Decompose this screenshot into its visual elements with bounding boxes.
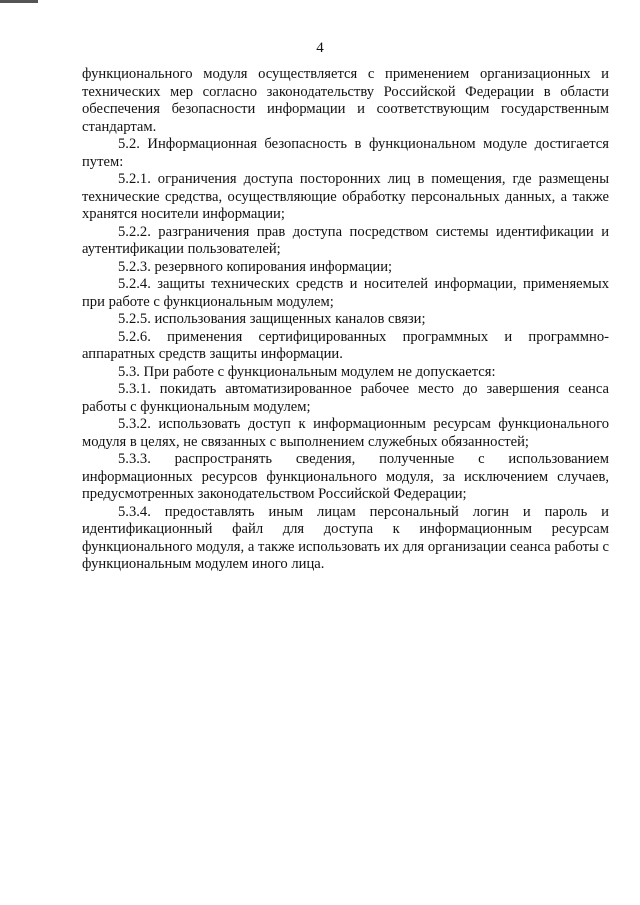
scan-corner-mark	[0, 0, 38, 3]
paragraph-5-3-1: 5.3.1. покидать автоматизированное рабочее место до завершения сеанса работы с функциональным модулем;	[82, 381, 609, 415]
paragraph-5-3-2: 5.3.2. использовать доступ к информационным ресурсам функционального модуля в целях, не связанных с выполнением служебных обязанностей;	[82, 416, 609, 450]
paragraph-5-2-2: 5.2.2. разграничения прав доступа посредством системы идентификации и аутентификации пользователей;	[82, 223, 609, 257]
paragraph-5-3-3: 5.3.3. распространять сведения, полученные с использованием информационных ресурсов функционального модуля, за исключением случаев, предусмотренных законодательством Российской Федерации;	[82, 451, 609, 502]
paragraph-5-3-4: 5.3.4. предоставлять иным лицам персональный логин и пароль и идентификационный файл для доступа к информационным ресурсам функционального модуля, а также использовать их для организации сеанса работы с функциональным модулем иного лица.	[82, 503, 609, 572]
paragraph-5-2-1: 5.2.1. ограничения доступа посторонних лиц в помещения, где размещены технические средства, осуществляющие обработку персональных данных, а также хранятся носители информации;	[82, 171, 609, 222]
paragraph-5-2-3: 5.2.3. резервного копирования информации;	[118, 258, 393, 275]
document-body	[82, 66, 609, 574]
paragraph-5-2-4: 5.2.4. защиты технических средств и носителей информации, применяемых при работе с функциональным модулем;	[82, 276, 609, 310]
paragraph-5-2-5: 5.2.5. использования защищенных каналов связи;	[118, 311, 426, 327]
paragraph-5-2: 5.2. Информационная безопасность в функциональном модуле достигается путем:	[82, 136, 609, 170]
page-number: 4	[316, 40, 324, 56]
paragraph-5-2-6: 5.2.6. применения сертифицированных программных и программно-аппаратных средств защиты информации.	[82, 328, 609, 362]
paragraph-5-3: 5.3. При работе с функциональным модулем не допускается:	[118, 363, 496, 380]
paragraph-continuation: функционального модуля осуществляется с применением организационных и технических мер согласно законодательству Российской Федерации в области обеспечения безопасности информации и соответствующим государственным стандартам.	[82, 66, 609, 135]
